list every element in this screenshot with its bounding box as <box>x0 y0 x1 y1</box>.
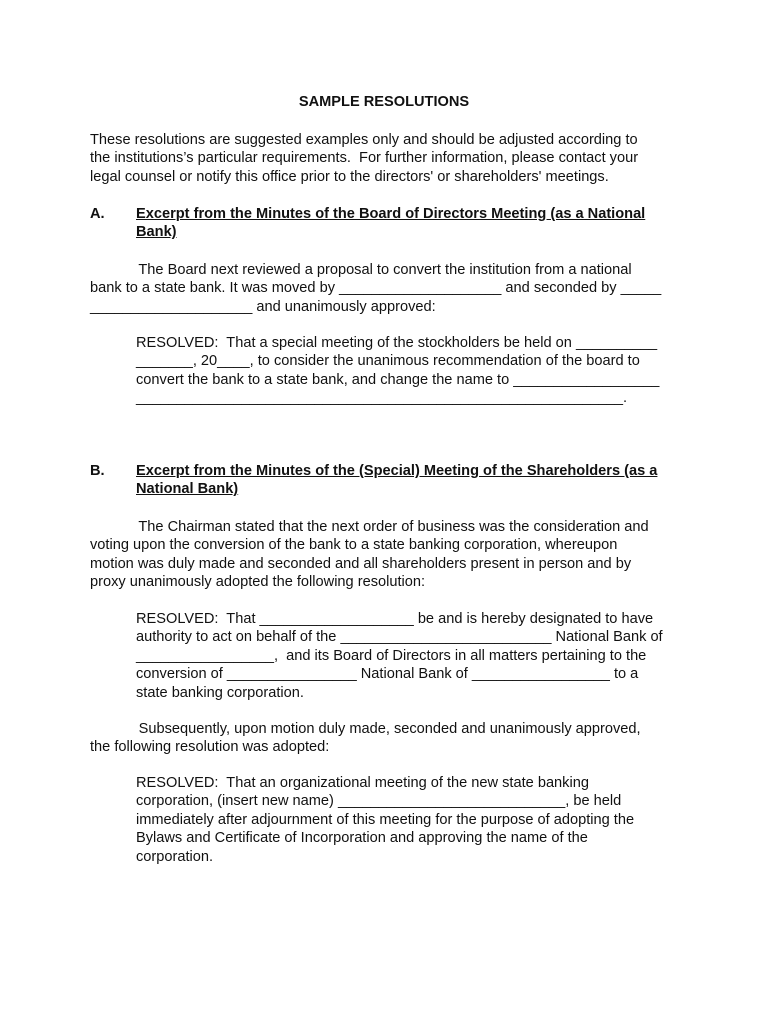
paragraph-line: The Board next reviewed a proposal to convert the institution from a national <box>90 262 632 278</box>
paragraph-line: the following resolution was adopted: <box>90 739 330 756</box>
section-b-resolution-1 <box>136 610 696 702</box>
resolution-line: authority to act on behalf of the __________________________ National Bank of <box>136 629 663 646</box>
section-a-heading-line: Bank) <box>136 224 177 241</box>
resolution-line: state banking corporation. <box>136 684 304 701</box>
section-a-resolution <box>136 334 696 408</box>
intro-line: legal counsel or notify this office prior to the directors' or shareholders' meetings. <box>90 168 609 185</box>
section-a-paragraph <box>90 261 700 316</box>
section-b-resolution-2 <box>136 774 696 866</box>
paragraph-line: Subsequently, upon motion duly made, seconded and unanimously approved, <box>90 721 641 737</box>
intro-paragraph <box>90 131 690 186</box>
resolution-line: corporation. <box>136 848 214 865</box>
section-a-heading-line: Excerpt from the Minutes of the Board of Directors Meeting (as a National <box>136 206 646 222</box>
paragraph-line: ____________________ and unanimously approved: <box>90 298 436 315</box>
section-b-heading-line: National Bank) <box>136 481 239 498</box>
resolution-line: ____________________________________________________________. <box>136 390 628 407</box>
intro-line: the institutions’s particular requirements. For further information, please contact your <box>90 150 639 167</box>
section-a-heading <box>136 205 696 242</box>
resolution-line: immediately after adjournment of this meeting for the purpose of adopting the <box>136 811 635 828</box>
section-a-letter: A. <box>90 206 105 222</box>
resolution-line: conversion of ________________ National Bank of _________________ to a <box>136 666 639 683</box>
section-b-heading-line: Excerpt from the Minutes of the (Special) Meeting of the Shareholders (as a <box>136 463 658 479</box>
resolution-line: RESOLVED: That an organizational meeting of the new state banking <box>136 775 589 791</box>
section-b-paragraph-2 <box>90 720 700 757</box>
resolution-line: RESOLVED: That ___________________ be and is hereby designated to have <box>136 611 654 627</box>
resolution-line: _______, 20____, to consider the unanimous recommendation of the board to <box>136 353 640 370</box>
resolution-line: _________________, and its Board of Directors in all matters pertaining to the <box>136 647 647 664</box>
paragraph-line: proxy unanimously adopted the following resolution: <box>90 574 426 591</box>
section-b-letter: B. <box>90 463 105 479</box>
resolution-line: Bylaws and Certificate of Incorporation and approving the name of the <box>136 830 588 847</box>
section-b-paragraph <box>90 518 700 592</box>
resolution-line: RESOLVED: That a special meeting of the stockholders be held on __________ <box>136 335 658 351</box>
resolution-line: corporation, (insert new name) ____________________________, be held <box>136 793 622 810</box>
paragraph-line: bank to a state bank. It was moved by ____________________ and seconded by _____ <box>90 280 662 297</box>
paragraph-line: The Chairman stated that the next order of business was the consideration and <box>90 519 649 535</box>
document-title: SAMPLE RESOLUTIONS <box>298 94 470 110</box>
paragraph-line: motion was duly made and seconded and all shareholders present in person and by <box>90 555 632 572</box>
intro-line: These resolutions are suggested examples only and should be adjusted according to <box>90 132 638 148</box>
paragraph-line: voting upon the conversion of the bank to a state banking corporation, whereupon <box>90 537 618 554</box>
resolution-line: convert the bank to a state bank, and change the name to __________________ <box>136 371 660 388</box>
section-b-heading <box>136 462 696 499</box>
